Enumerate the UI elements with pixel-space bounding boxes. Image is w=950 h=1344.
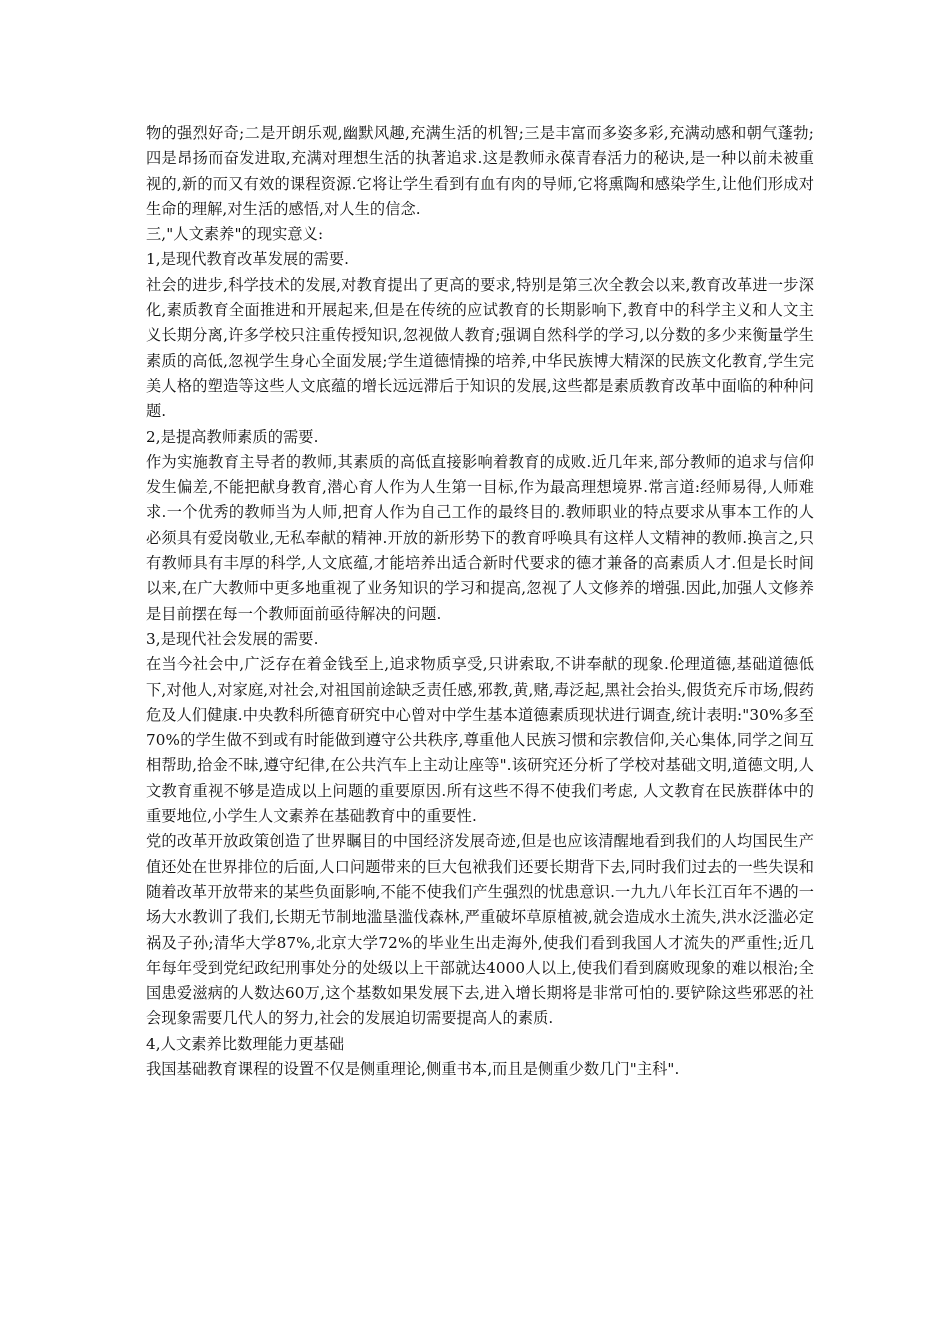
paragraph-education-reform: 社会的进步,科学技术的发展,对教育提出了更高的要求,特别是第三次全教会以来,教育改革进一步深化,素质教育全面推进和开展起来,但是在传统的应试教育的长期影响下,教育中的科学主义和人文主义长期分离,许多学校只注重传授知识,忽视做人教育;强调自然科学的学习,以分数的多少来衡量学生素质的高低,忽视学生身心全面发展;学生道德情操的培养,中华民族博大精深的民族文化教育,学生完美人格的塑造等这些人文底蕴的增长远远滞后于知识的发展,这些都是素质教育改革中面临的种种问题. [146, 275, 814, 421]
paragraph-social-development: 在当今社会中,广泛存在着金钱至上,追求物质享受,只讲索取,不讲奉献的现象.伦理道德,基础道德低下,对他人,对家庭,对社会,对祖国前途缺乏责任感,邪教,黄,赌,毒泛起,黑社会抬头,假货充斥市场,假药危及人们健康.中央教科所德育研究中心曾对中学生基本道德素质现状进行调查,统计表明:"30%多至70%的学生做不到或有时能做到遵守公共秩序,尊重他人民族习惯和宗教信仰,关心集体,同学之间互相帮助,拾金不昧,遵守纪律,在公共汽车上主动让座等".该研究还分析了学校对基础文明,道德文明,人文教育重视不够是造成以上问题的重要原因.所有这些不得不使我们考虑, 人文教育在民族群体中的重要地位,小学生人文素养在基础教育中的重要性. [146, 655, 814, 826]
paragraph-teacher-quality: 作为实施教育主导者的教师,其素质的高低直接影响着教育的成败.近几年来,部分教师的追求与信仰发生偏差,不能把献身教育,潜心育人作为人生第一目标,作为最高理想境界.常言道:经师易得,人师难求.一个优秀的教师当为人师,把育人作为自己工作的最终目的.教师职业的特点要求从事本工作的人必须具有爱岗敬业,无私奉献的精神.开放的新形势下的教育呼唤具有这样人文精神的教师.换言之,只有教师具有丰厚的科学,人文底蕴,才能培养出适合新时代要求的德才兼备的高素质人才.但是长时间以来,在广大教师中更多地重视了业务知识的学习和提高,忽视了人文修养的增强.因此,加强人文修养是目前摆在每一个教师面前亟待解决的问题. [146, 452, 814, 623]
paragraph-reform-opening: 党的改革开放政策创造了世界瞩目的中国经济发展奇迹,但是也应该清醒地看到我们的人均国民生产值还处在世界排位的后面,人口问题带来的巨大包袱我们还要长期背下去,同时我们过去的一些失误和随着改革开放带来的某些负面影响,不能不使我们产生强烈的忧患意识.一九九八年长江百年不遇的一场大水教训了我们,长期无节制地滥垦滥伐森林,严重破坏草原植被,就会造成水土流失,洪水泛滥必定祸及子孙;清华大学87%,北京大学72%的毕业生出走海外,使我们看到我国人才流失的严重性;近几年每年受到党纪政纪刑事处分的处级以上干部就达4000人以上,使我们看到腐败现象的难以根治;全国患爱滋病的人数达60万,这个基数如果发展下去,进入增长期将是非常可怕的.要铲除这些邪恶的社会现象需要几代人的努力,社会的发展迫切需要提高人的素质. [146, 832, 814, 1028]
subheading-1: 1,是现代教育改革发展的需要. [146, 250, 350, 269]
section-heading-3: 三,"人文素养"的现实意义: [146, 225, 324, 244]
paragraph-curriculum: 我国基础教育课程的设置不仅是侧重理论,侧重书本,而且是侧重少数几门"主科". [146, 1059, 680, 1078]
subheading-4: 4,人文素养比数理能力更基础 [146, 1034, 345, 1053]
document-body [146, 121, 814, 1082]
subheading-2: 2,是提高教师素质的需要. [146, 427, 319, 446]
paragraph-teacher-qualities: 物的强烈好奇;二是开朗乐观,幽默风趣,充满生活的机智;三是丰富而多姿多彩,充满动感和朝气蓬勃;四是昂扬而奋发进取,充满对理想生活的执著追求.这是教师永葆青春活力的秘诀,是一种以前未被重视的,新的而又有效的课程资源.它将让学生看到有血有肉的导师,它将熏陶和感染学生,让他们形成对生命的理解,对生活的感悟,对人生的信念. [146, 124, 814, 218]
subheading-3: 3,是现代社会发展的需要. [146, 629, 319, 648]
